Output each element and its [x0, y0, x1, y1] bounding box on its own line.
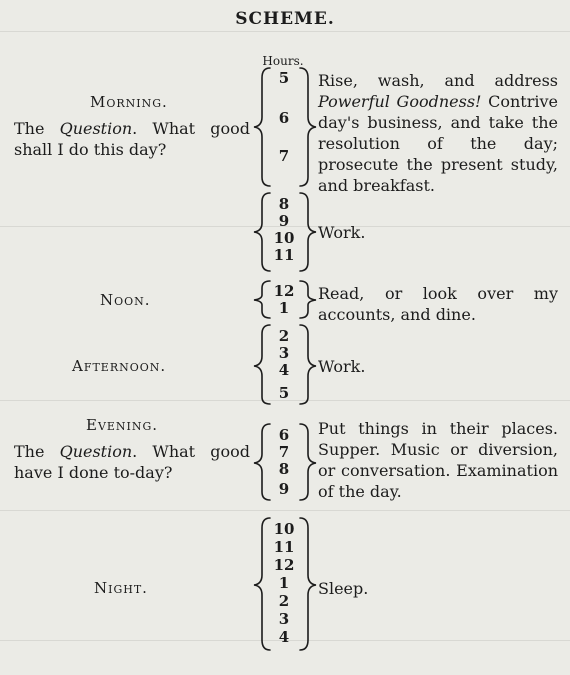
hour-8: 8 — [278, 195, 290, 213]
hour-10-night: 10 — [273, 520, 295, 538]
hour-9: 9 — [278, 212, 290, 230]
hour-12: 12 — [273, 282, 295, 300]
hour-11: 11 — [273, 246, 295, 264]
hour-6: 6 — [278, 109, 290, 127]
hour-3-night: 3 — [278, 610, 290, 628]
hour-11-night: 11 — [273, 538, 295, 556]
hour-7: 7 — [278, 147, 290, 165]
morning-description: Rise, wash, and address Powerful Goodness! Contrive day's business, and take the resolution of the day; prosecute the present study, and breakfast. — [318, 71, 558, 195]
morning-question: The Question. What good shall I do this day? — [14, 119, 250, 159]
period-afternoon: Afternoon. — [72, 357, 167, 375]
work-morning-description: Work. — [318, 223, 366, 242]
hour-4-night: 4 — [278, 628, 290, 646]
hour-7-evening: 7 — [278, 443, 290, 461]
hour-5-afternoon: 5 — [278, 384, 290, 402]
question-word: Question — [59, 119, 133, 138]
noon-description: Read, or look over my accounts, and dine. — [318, 284, 558, 324]
hour-6-evening: 6 — [278, 426, 290, 444]
hour-5: 5 — [278, 69, 290, 87]
hour-4: 4 — [278, 361, 290, 379]
question-word: Question — [59, 442, 133, 461]
hour-2-night: 2 — [278, 592, 290, 610]
night-description: Sleep. — [318, 579, 369, 598]
evening-question: The Question. What good have I done to-day? — [14, 442, 250, 482]
hour-8-evening: 8 — [278, 460, 290, 478]
hour-9-evening: 9 — [278, 480, 290, 498]
hour-2: 2 — [278, 327, 290, 345]
hour-3: 3 — [278, 344, 290, 362]
powerful-goodness: Powerful Goodness! — [318, 92, 482, 111]
hours-header: Hours. — [262, 54, 304, 68]
period-noon: Noon. — [100, 291, 151, 309]
evening-description: Put things in their places. Supper. Music or diversion, or conversation. Examination of the day. — [318, 419, 558, 501]
period-evening: Evening. — [86, 416, 159, 434]
bleed-through-line — [0, 31, 570, 32]
period-night: Night. — [94, 579, 148, 597]
work-afternoon-description: Work. — [318, 357, 366, 376]
hour-1: 1 — [278, 299, 290, 317]
hour-1-night: 1 — [278, 574, 290, 592]
period-morning: Morning. — [90, 93, 168, 111]
hour-12-night: 12 — [273, 556, 295, 574]
bleed-through-line — [0, 510, 570, 511]
scheme-title: SCHEME. — [235, 9, 335, 29]
hour-10: 10 — [273, 229, 295, 247]
